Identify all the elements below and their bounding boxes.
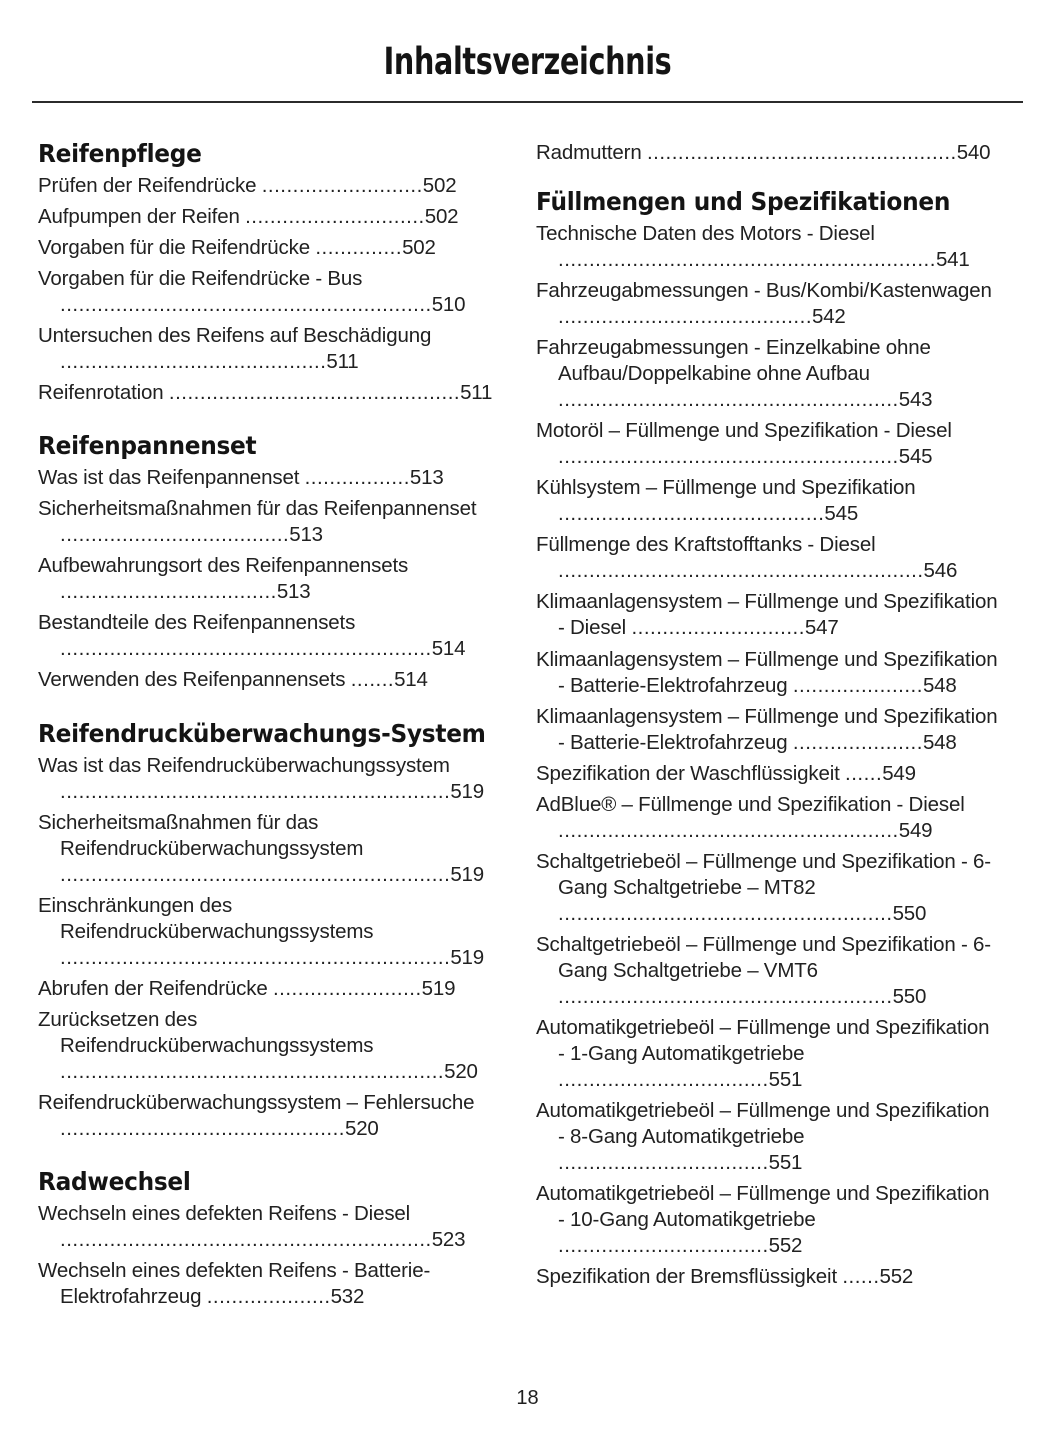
- toc-section-heading[interactable]: Reifendrucküberwachungs-System: [38, 718, 486, 748]
- toc-leader-dots: ..................................: [558, 1151, 769, 1175]
- toc-entry[interactable]: [38, 496, 500, 548]
- toc-page-number: 513: [276, 580, 311, 604]
- toc-entry[interactable]: [536, 221, 998, 273]
- toc-entry[interactable]: [536, 1098, 998, 1176]
- toc-leader-dots: ..........................: [261, 174, 423, 197]
- toc-entry[interactable]: [536, 418, 998, 470]
- toc-page-number: 545: [824, 502, 859, 526]
- toc-leader-dots: ......: [845, 761, 883, 785]
- toc-entry[interactable]: [38, 753, 500, 805]
- page-footer: [0, 1387, 1055, 1410]
- toc-page-number: 502: [424, 205, 459, 229]
- toc-entry[interactable]: [38, 465, 500, 491]
- toc-page-number: 552: [879, 1265, 914, 1289]
- toc-leader-dots: ..................................: [558, 1234, 769, 1258]
- toc-page-number: 548: [922, 673, 957, 697]
- toc-entry[interactable]: [38, 610, 500, 662]
- toc-entry-title: Aufpumpen der Reifen: [38, 205, 246, 229]
- toc-leader-dots: ............................................................: [60, 293, 432, 317]
- toc-leader-dots: .......................................................: [558, 818, 899, 842]
- toc-leader-dots: ...........................................: [60, 350, 327, 374]
- toc-entry-title: Wechseln eines defekten Reifens - Batterie-Elektrofahrzeug: [38, 1259, 431, 1309]
- toc-page-number: 532: [330, 1285, 365, 1309]
- toc-entry-title: Schaltgetriebeöl – Füllmenge und Spezifikation - 6-Gang Schaltgetriebe – VMT6: [536, 932, 991, 982]
- toc-page-number: 513: [409, 466, 444, 490]
- toc-page-number: 514: [394, 668, 428, 692]
- toc-entry-title: Abrufen der Reifendrücke: [38, 976, 273, 1000]
- toc-page-number: 549: [882, 761, 916, 785]
- toc-page-number: 540: [956, 141, 991, 164]
- toc-entry[interactable]: [536, 849, 998, 927]
- page-header: [0, 0, 1055, 83]
- toc-left-column: [38, 140, 500, 1315]
- toc-page-number: 546: [923, 559, 958, 583]
- toc-entry-title: Radmuttern: [536, 141, 647, 164]
- toc-entry-title: Vorgaben für die Reifendrücke - Bus: [38, 267, 363, 291]
- toc-entry-title: AdBlue® – Füllmenge und Spezifikation - Diesel: [536, 792, 965, 816]
- toc-section: [536, 188, 998, 1290]
- toc-page-number: 511: [460, 381, 493, 405]
- toc-page-number: 519: [421, 976, 456, 1000]
- page-title: Inhaltsverzeichnis: [383, 40, 672, 83]
- toc-leader-dots: ...............................................................: [60, 779, 451, 803]
- toc-entry-title: Kühlsystem – Füllmenge und Spezifikation: [536, 476, 916, 500]
- toc-leader-dots: .......: [350, 668, 395, 692]
- toc-leader-dots: ...............................................................: [60, 945, 451, 969]
- toc-right-column: [536, 140, 998, 1315]
- toc-leader-dots: ............................................................: [60, 1227, 432, 1251]
- toc-leader-dots: ..............................................: [60, 1116, 345, 1140]
- toc-page-number: 543: [898, 388, 933, 412]
- toc-entry-title: Spezifikation der Waschflüssigkeit: [536, 761, 845, 785]
- toc-leader-dots: ........................: [272, 976, 422, 1000]
- toc-entry-title: Klimaanlagensystem – Füllmenge und Spezifikation - Batterie-Elektrofahrzeug: [536, 704, 998, 754]
- toc-section: [38, 1168, 500, 1310]
- toc-page-number: 551: [768, 1067, 803, 1091]
- toc-leader-dots: ...................................: [60, 580, 277, 604]
- toc-entry[interactable]: [536, 704, 998, 756]
- toc-section: [38, 720, 500, 1142]
- toc-entry-title: Automatikgetriebeöl – Füllmenge und Spezifikation - 8-Gang Automatikgetriebe: [536, 1099, 990, 1149]
- toc-leader-dots: ..................................: [558, 1067, 769, 1091]
- toc-entry-title: Motoröl – Füllmenge und Spezifikation - Diesel: [536, 419, 952, 443]
- toc-page-number: 547: [804, 616, 839, 640]
- toc-leader-dots: ......: [842, 1265, 880, 1289]
- toc-leader-dots: .............................: [245, 205, 425, 229]
- toc-entry[interactable]: [38, 173, 500, 199]
- page-number: 18: [516, 1387, 539, 1409]
- toc-leader-dots: ...........................................: [558, 502, 825, 526]
- toc-entry[interactable]: [536, 140, 998, 166]
- toc-section: [38, 140, 500, 406]
- toc-page-number: 520: [444, 1059, 478, 1083]
- toc-entry[interactable]: [536, 647, 998, 699]
- toc-entry-title: Verwenden des Reifenpannensets: [38, 668, 351, 692]
- toc-leader-dots: ..................................................: [646, 141, 957, 164]
- toc-entry[interactable]: [536, 532, 998, 584]
- toc-entry-title: Prüfen der Reifendrücke: [38, 174, 262, 197]
- toc-entry[interactable]: [38, 667, 500, 693]
- toc-entry-title: Füllmenge des Kraftstofftanks - Diesel: [536, 533, 876, 557]
- toc-entry-title: Fahrzeugabmessungen - Einzelkabine ohne Aufbau/Doppelkabine ohne Aufbau: [536, 336, 931, 386]
- toc-entry-title: Was ist das Reifendrucküberwachungssystem: [38, 753, 450, 777]
- toc-section-heading[interactable]: Füllmengen und Spezifikationen: [536, 187, 951, 217]
- toc-entry[interactable]: [38, 1258, 500, 1310]
- toc-leader-dots: ..............................................................: [60, 1059, 445, 1083]
- toc-page-number: 519: [450, 862, 484, 886]
- toc-entry[interactable]: [38, 553, 500, 605]
- toc-entry-title: Bestandteile des Reifenpannensets: [38, 611, 356, 635]
- toc-entry[interactable]: [38, 1090, 500, 1142]
- toc-entry[interactable]: [38, 1201, 500, 1253]
- toc-section: [38, 432, 500, 693]
- toc-page-number: 519: [450, 945, 484, 969]
- toc-entry[interactable]: [536, 792, 998, 844]
- toc-leader-dots: ...........................................................: [558, 559, 924, 583]
- toc-entry-title: Einschränkungen des Reifendrucküberwachungssystems: [38, 893, 374, 943]
- toc-page-number: 502: [422, 174, 457, 197]
- toc-entry-title: Fahrzeugabmessungen - Bus/Kombi/Kastenwagen: [536, 279, 992, 303]
- toc-leader-dots: .....................: [792, 730, 923, 754]
- toc-leader-dots: ...............................................: [168, 381, 461, 405]
- toc-entry[interactable]: [38, 235, 500, 261]
- toc-entry[interactable]: [536, 1181, 998, 1259]
- toc-entry[interactable]: [536, 335, 998, 413]
- toc-entry-title: Automatikgetriebeöl – Füllmenge und Spezifikation - 10-Gang Automatikgetriebe: [536, 1182, 990, 1232]
- toc-entry[interactable]: [536, 932, 998, 1010]
- toc-leader-dots: .................: [304, 466, 410, 490]
- toc-page-number: 520: [345, 1116, 379, 1140]
- toc-entry-title: Wechseln eines defekten Reifens - Diesel: [38, 1201, 411, 1225]
- toc-entry[interactable]: [536, 589, 998, 641]
- toc-entry-title: Technische Daten des Motors - Diesel: [536, 222, 875, 246]
- toc-entry-title: Was ist das Reifenpannenset: [38, 466, 305, 490]
- toc-entry-title: Automatikgetriebeöl – Füllmenge und Spezifikation - 1-Gang Automatikgetriebe: [536, 1015, 990, 1065]
- toc-leader-dots: .....................: [792, 673, 923, 697]
- toc-leader-dots: .............................................................: [558, 248, 936, 272]
- toc-section-heading[interactable]: Radwechsel: [38, 1166, 191, 1196]
- toc-entry[interactable]: [536, 475, 998, 527]
- toc-entry[interactable]: [38, 204, 500, 230]
- toc-entry[interactable]: [536, 1264, 998, 1290]
- toc-leader-dots: ....................: [206, 1285, 331, 1309]
- toc-entry-title: Klimaanlagensystem – Füllmenge und Spezifikation - Batterie-Elektrofahrzeug: [536, 647, 998, 697]
- toc-entry[interactable]: [38, 380, 500, 406]
- toc-entry[interactable]: [536, 1015, 998, 1093]
- toc-page-number: 519: [450, 779, 484, 803]
- toc-page-number: 549: [898, 818, 933, 842]
- toc-entry[interactable]: [536, 278, 998, 330]
- toc-entry-title: Reifendrucküberwachungssystem – Fehlersuche: [38, 1090, 475, 1114]
- toc-entry-title: Klimaanlagensystem – Füllmenge und Spezifikation - Diesel: [536, 590, 998, 640]
- toc-leader-dots: ............................: [631, 616, 805, 640]
- toc-entry-title: Sicherheitsmaßnahmen für das Reifendrucküberwachungssystem: [38, 810, 364, 860]
- toc-page-number: 550: [892, 901, 927, 925]
- header-divider: [32, 101, 1023, 103]
- toc-page-number: 513: [289, 523, 323, 547]
- toc-leader-dots: ......................................................: [558, 984, 893, 1008]
- toc-page-number: 510: [431, 293, 466, 317]
- toc-leader-dots: ..............: [315, 236, 403, 260]
- toc-entry-title: Schaltgetriebeöl – Füllmenge und Spezifikation - 6-Gang Schaltgetriebe – MT82: [536, 849, 991, 899]
- toc-entry[interactable]: [38, 810, 500, 888]
- toc-section-heading[interactable]: Reifenpannenset: [38, 431, 257, 461]
- toc-entry[interactable]: [536, 761, 998, 787]
- toc-page-number: 541: [935, 248, 970, 272]
- toc-page-number: 552: [768, 1234, 803, 1258]
- toc-columns: [0, 140, 1055, 1315]
- toc-page-number: 514: [431, 637, 466, 661]
- toc-entry[interactable]: [38, 1007, 500, 1085]
- toc-leader-dots: .....................................: [60, 523, 290, 547]
- toc-page-number: 545: [898, 445, 933, 469]
- toc-entry[interactable]: [38, 976, 500, 1002]
- toc-entry-title: Aufbewahrungsort des Reifenpannensets: [38, 554, 409, 578]
- toc-leader-dots: ...............................................................: [60, 862, 451, 886]
- toc-entry[interactable]: [38, 323, 500, 375]
- toc-entry[interactable]: [38, 893, 500, 971]
- toc-entry-title: Sicherheitsmaßnahmen für das Reifenpannenset: [38, 497, 477, 521]
- toc-leader-dots: ............................................................: [60, 637, 432, 661]
- toc-entry-title: Untersuchen des Reifens auf Beschädigung: [38, 324, 432, 348]
- toc-leader-dots: .......................................................: [558, 388, 899, 412]
- toc-page-number: 511: [326, 350, 359, 374]
- toc-entry-title: Reifenrotation: [38, 381, 169, 405]
- toc-entry-title: Spezifikation der Bremsflüssigkeit: [536, 1265, 843, 1289]
- toc-entry[interactable]: [38, 266, 500, 318]
- toc-leader-dots: .........................................: [558, 305, 813, 329]
- toc-page-number: 542: [812, 305, 846, 329]
- toc-page-number: 548: [922, 730, 957, 754]
- toc-page-number: 523: [431, 1227, 466, 1251]
- toc-section-heading[interactable]: Reifenpflege: [38, 139, 202, 168]
- toc-page-number: 551: [768, 1151, 803, 1175]
- toc-entry-title: Vorgaben für die Reifendrücke: [38, 236, 316, 260]
- toc-leader-dots: .......................................................: [558, 445, 899, 469]
- toc-page-number: 502: [402, 236, 436, 260]
- toc-page-number: 550: [892, 984, 927, 1008]
- toc-leader-dots: ......................................................: [558, 901, 893, 925]
- toc-entry-title: Zurücksetzen des Reifendrucküberwachungssystems: [38, 1007, 374, 1057]
